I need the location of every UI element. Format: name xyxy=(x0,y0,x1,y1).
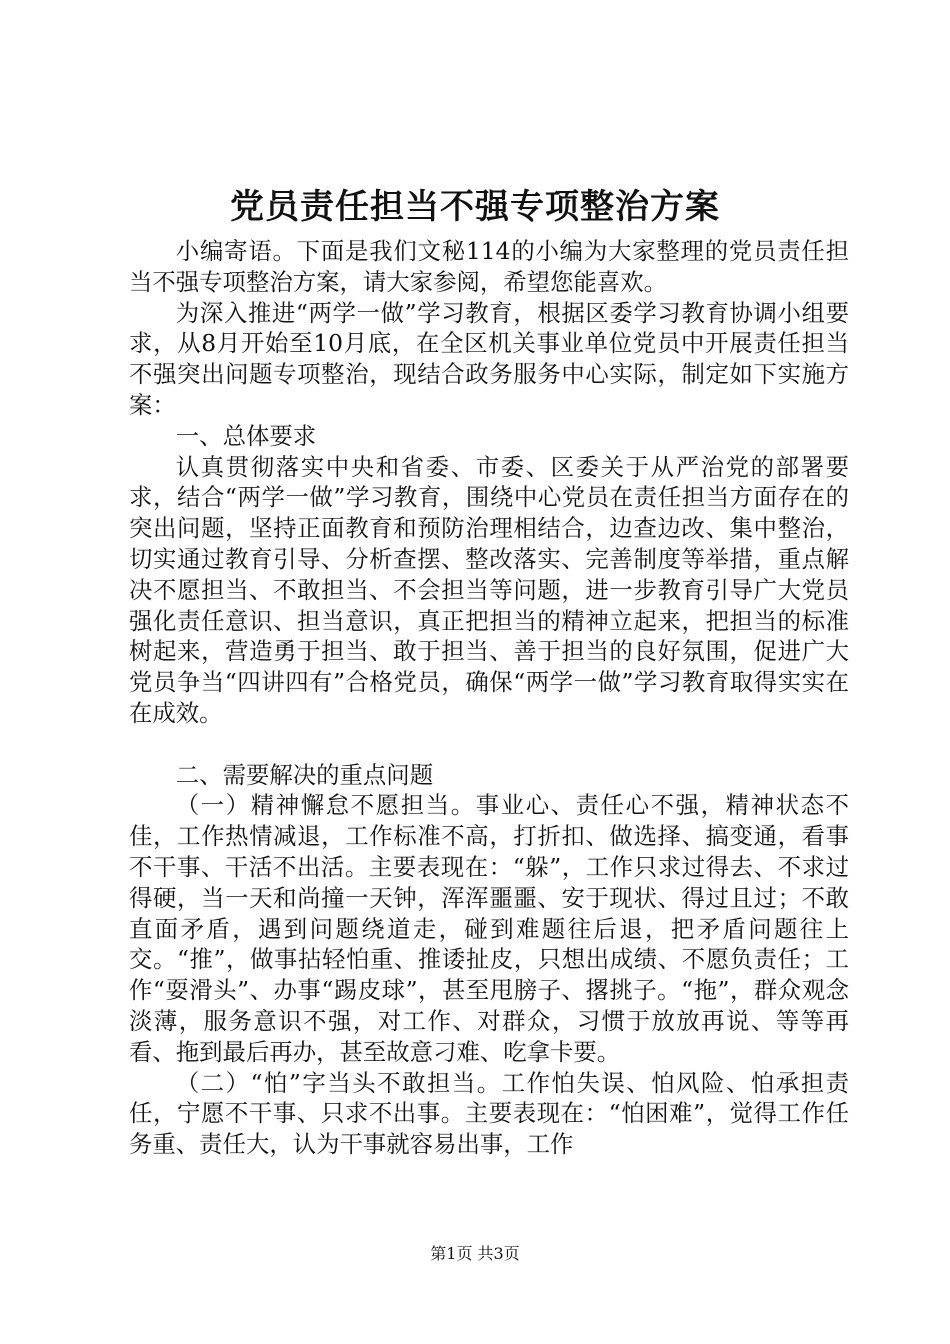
paragraph-general-requirements: 认真贯彻落实中央和省委、市委、区委关于从严治党的部署要求，结合“两学一做”学习教育，围绕中心党员在责任担当方面存在的突出问题，坚持正面教育和预防治理相结合，边查边改、集中整治，切实通过教育引导、分析查摆、整改落实、完善制度等举措，重点解决不愿担当、不敢担当、不会担当等问题，进一步教育引导广大党员强化责任意识、担当意识，真正把担当的精神立起来，把担当的标准树起来，营造勇于担当、敢于担当、善于担当的良好氛围，促进广大党员争当“四讲四有”合格党员，确保“两学一做”学习教育取得实实在在成效。 xyxy=(129,452,849,727)
document-body xyxy=(129,236,849,1160)
section-heading-1: 一、总体要求 xyxy=(175,421,317,450)
section-heading-2: 二、需要解决的重点问题 xyxy=(175,760,434,789)
paragraph-issue-1: （一）精神懈怠不愿担当。事业心、责任心不强，精神状态不佳，工作热情减退，工作标准不高，打折扣、做选择、搞变通，看事不干事、干活不出活。主要表现在：“躲”，工作只求过得去、不求过得硬，当一天和尚撞一天钟，浑浑噩噩、安于现状、得过且过；不敢直面矛盾，遇到问题绕道走，碰到难题往后退，把矛盾问题往上交。“推”，做事拈轻怕重、推诿扯皮，只想出成绩、不愿负责任；工作“耍滑头”、办事“踢皮球”，甚至甩膀子、撂挑子。“拖”，群众观念淡薄，服务意识不强，对工作、对群众，习惯于放放再说、等等再看、拖到最后再办，甚至故意刁难、吃拿卡要。 xyxy=(129,791,849,1066)
paragraph-intro: 小编寄语。下面是我们文秘114的小编为大家整理的党员责任担当不强专项整治方案，请大家参阅，希望您能喜欢。 xyxy=(129,237,849,296)
document-title: 党员责任担当不强专项整治方案 xyxy=(230,187,720,227)
page-footer: 第1页 共3页 xyxy=(430,1244,520,1263)
paragraph-purpose: 为深入推进“两学一做”学习教育，根据区委学习教育协调小组要求，从8月开始至10月底，在全区机关事业单位党员中开展责任担当不强突出问题专项整治，现结合政务服务中心实际，制定如下实施方案： xyxy=(129,298,849,419)
paragraph-issue-2: （二）“怕”字当头不敢担当。工作怕失误、怕风险、怕承担责任，宁愿不干事、只求不出事。主要表现在：“怕困难”，觉得工作任务重、责任大，认为干事就容易出事，工作 xyxy=(129,1068,849,1159)
